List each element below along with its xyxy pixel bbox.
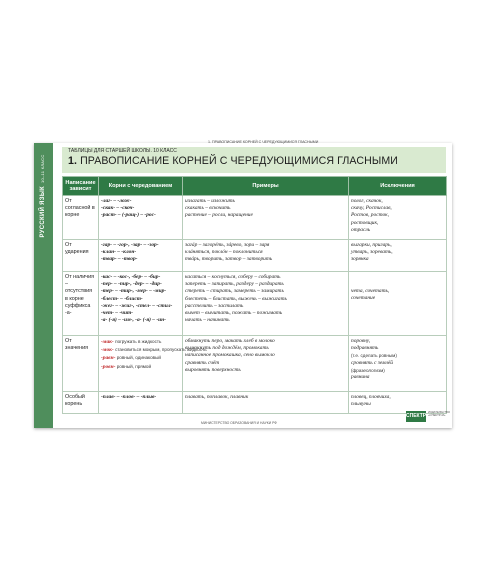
tagline: 1. ПРАВОПИСАНИЕ КОРНЕЙ С ЧЕРЕДУЮЩИМИСЯ ГЛАСНЫМИ (208, 140, 319, 144)
header-roots: Корни с чередованием (99, 177, 183, 196)
header-exceptions: Исключения (349, 177, 447, 196)
table-row (63, 272, 447, 336)
condition-cell: От значения (63, 336, 99, 392)
header-examples: Примеры (183, 177, 349, 196)
examples-cell: плавать, поплавок, плавник (183, 392, 349, 414)
exceptions-cell: пловец, пловчиха, плывуны (349, 392, 447, 414)
examples-cell: загáр – загорéть, зáрево, зори – заря клáняться, поклóн – поклониться твáрь, творить, затвор – затворить (183, 240, 349, 272)
header-dependency: Написание зависит (63, 177, 99, 196)
table-header-row (63, 177, 447, 196)
examples-cell: обмакнуть перо, макать хлеб в молоко вымокнуть под дождём, промокать написанное промокашка, сено вымокло сравнять счёт выровнять поверхность (183, 336, 349, 392)
exceptions-cell: чета, сочетать, сочетание (349, 272, 447, 336)
publisher-text: ИЗДАТЕЛЬСТВО «СПЕКТР-М» (428, 410, 451, 418)
table-row (63, 392, 447, 414)
page-title: 1. ПРАВОПИСАНИЕ КОРНЕЙ С ЧЕРЕДУЮЩИМИСЯ ГЛАСНЫМИ (68, 155, 398, 167)
exceptions-cell: полог, скачок, скачу, Ростислав, Ростов, росток, ростовщик, отрасль (349, 196, 447, 240)
poster (34, 140, 452, 428)
roots-cell: -мак- погружать в жидкость -мок- становиться мокрым, пропускать жидкость -равн- ровный, одинаковый -ровн- ровный, прямой (99, 336, 183, 392)
roots-cell: -гар- – -гор-, -зар- – -зор- -клан- – -клон- -твар- – -твор- (99, 240, 183, 272)
roots-cell: -лаг- – -лож- -скак- – -скоч- -раст- – (-ращ-) – -рос- (99, 196, 183, 240)
side-label: РУССКИЙ ЯЗЫК10–11 КЛАСС (40, 154, 46, 238)
side-strip (34, 143, 53, 428)
footer-text: МИНИСТЕРСТВО ОБРАЗОВАНИЯ И НАУКИ РФ (201, 421, 277, 425)
table-row (63, 240, 447, 272)
rules-table (62, 176, 447, 414)
examples-cell: касаться – коснуться, соберу – собирать запереть – запирать, раздеру – раздирать стереть – стирать, замереть – замирать блестеть – блистать, выжечь – выжигать расстелить – застилать вычет – вычитать, пожать – пожимать начать – начинать (183, 272, 349, 336)
publisher-logo: СПЕКТР (406, 411, 426, 422)
table-row (63, 336, 447, 392)
condition-cell: От ударения (63, 240, 99, 272)
exceptions-cell: выгарки, пригарь, утварь, зоревать, зорянка (349, 240, 447, 272)
roots-cell: -кас- – -кос-, -бер- – -бир- -пер- – -пир-, -дер- – -дир- -тер- – -тир-, -мер- – -мир- -блест- – -блист- -жег- – -жиг-, -стел- – -стил- -чет- – -чит- -а- (-я) – -им-, -а- (-я) – -ин- (99, 272, 183, 336)
subtitle: ТАБЛИЦЫ ДЛЯ СТАРШЕЙ ШКОЛЫ. 10 КЛАСС (68, 148, 177, 154)
examples-cell: излагать – изложить скакать – вскочить растение – росли, наращение (183, 196, 349, 240)
exceptions-cell: поровну, подравнять (т.е. сделать ровным) сровнять с землёй (фразеологизм) равнина (349, 336, 447, 392)
table-row (63, 196, 447, 240)
condition-cell: От согласной в корне (63, 196, 99, 240)
condition-cell: От наличия – отсутствия в корне суффикса -а- (63, 272, 99, 336)
roots-cell: -плав- – -плов- – -плыв- (99, 392, 183, 414)
condition-cell: Особый корень (63, 392, 99, 414)
